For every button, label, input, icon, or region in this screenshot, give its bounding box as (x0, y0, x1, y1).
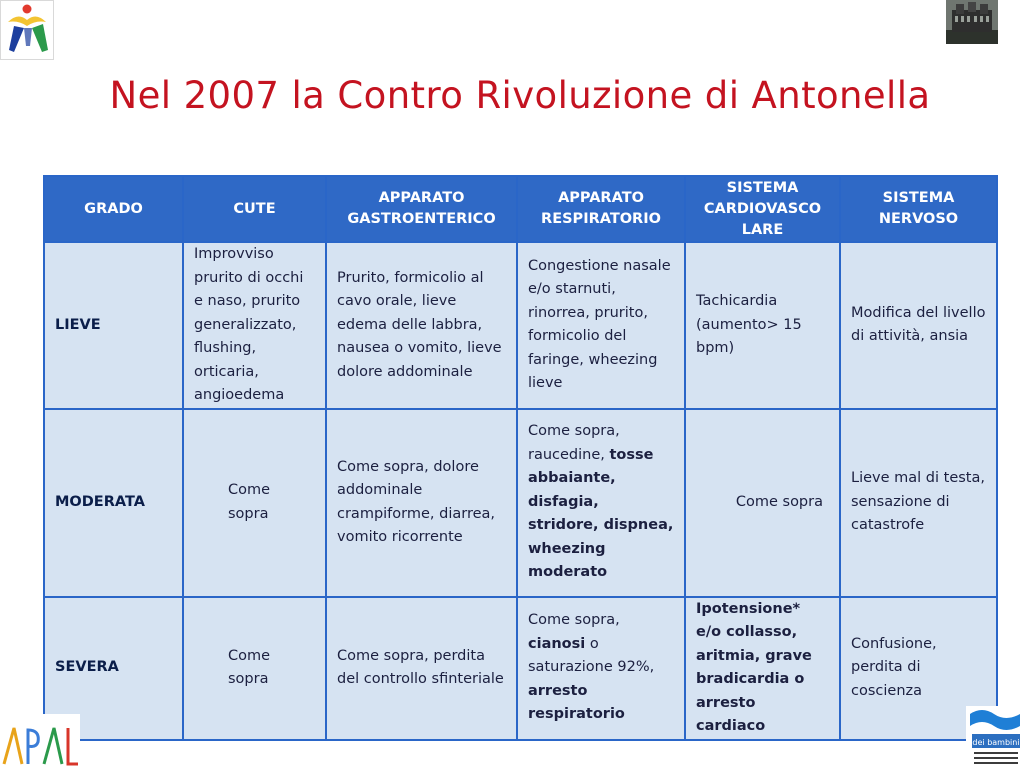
respir-cell (517, 597, 685, 740)
respir-text: Come sopra, raucedine, (528, 423, 620, 463)
header-gastro: APPARATO GASTROENTERICO (326, 176, 517, 242)
cardio-cell: Tachicardia (aumento> 15 bpm) (685, 242, 840, 409)
nervoso-cell: Lieve mal di testa, sensazione di catastrofe (840, 409, 997, 597)
grade-cell: SEVERA (44, 597, 183, 740)
apal-logo-icon (0, 714, 80, 768)
gastro-cell: Prurito, formicolio al cavo orale, lieve edema delle labbra, nausea o vomito, lieve dolore addominale (326, 242, 517, 409)
header-respir: APPARATO RESPIRATORIO (517, 176, 685, 242)
gastro-cell: Come sopra, perdita del controllo sfinteriale (326, 597, 517, 740)
respir-text: Come sopra, (528, 612, 620, 629)
header-cardio: SISTEMA CARDIOVASCO LARE (685, 176, 840, 242)
respir-cell: Congestione nasale e/o starnuti, rinorrea, prurito, formicolio del faringe, wheezing lieve (517, 242, 685, 409)
building-photo-logo (946, 0, 998, 44)
respir-bold-text: cianosi (528, 635, 586, 652)
table-row (44, 597, 997, 740)
header-cute: CUTE (183, 176, 326, 242)
cardio-cell: Ipotensione* e/o collasso, aritmia, grave bradicardia o arresto cardiaco (685, 597, 840, 740)
nervoso-cell: Confusione, perdita di coscienza (840, 597, 997, 740)
nervoso-cell: Modifica del livello di attività, ansia (840, 242, 997, 409)
figure-logo-icon (0, 0, 54, 60)
respir-cell (517, 409, 685, 597)
gastro-cell: Come sopra, dolore addominale crampiforme, diarrea, vomito ricorrente (326, 409, 517, 597)
cardio-cell: Come sopra (685, 409, 840, 597)
grade-cell: LIEVE (44, 242, 183, 409)
respir-bold-text: arresto respiratorio (528, 682, 625, 723)
cute-cell: Come sopra (183, 597, 326, 740)
cute-cell: Improvviso prurito di occhi e naso, prurito generalizzato, flushing, orticaria, angioedema (183, 242, 326, 409)
header-grado: GRADO (44, 176, 183, 242)
grade-cell: MODERATA (44, 409, 183, 597)
page-title: Nel 2007 la Contro Rivoluzione di Antonella (109, 74, 931, 117)
cute-cell: Come sopra (183, 409, 326, 597)
table-row (44, 242, 997, 409)
respir-bold-text: tosse abbaiante, disfagia, stridore, dispnea, wheezing moderato (528, 446, 674, 581)
table-header-row (44, 176, 997, 242)
header-nervoso: SISTEMA NERVOSO (840, 176, 997, 242)
hospital-logo-icon (966, 706, 1024, 768)
severity-table (43, 175, 998, 741)
logo-bottom-right (966, 706, 1024, 768)
logo-top-left (0, 0, 54, 60)
building-icon (946, 0, 998, 44)
table-row (44, 409, 997, 597)
hospital-logo-text: dei bambini (972, 738, 1020, 747)
respir-text: o saturazione 92%, (528, 635, 655, 676)
logo-bottom-left (0, 714, 80, 768)
